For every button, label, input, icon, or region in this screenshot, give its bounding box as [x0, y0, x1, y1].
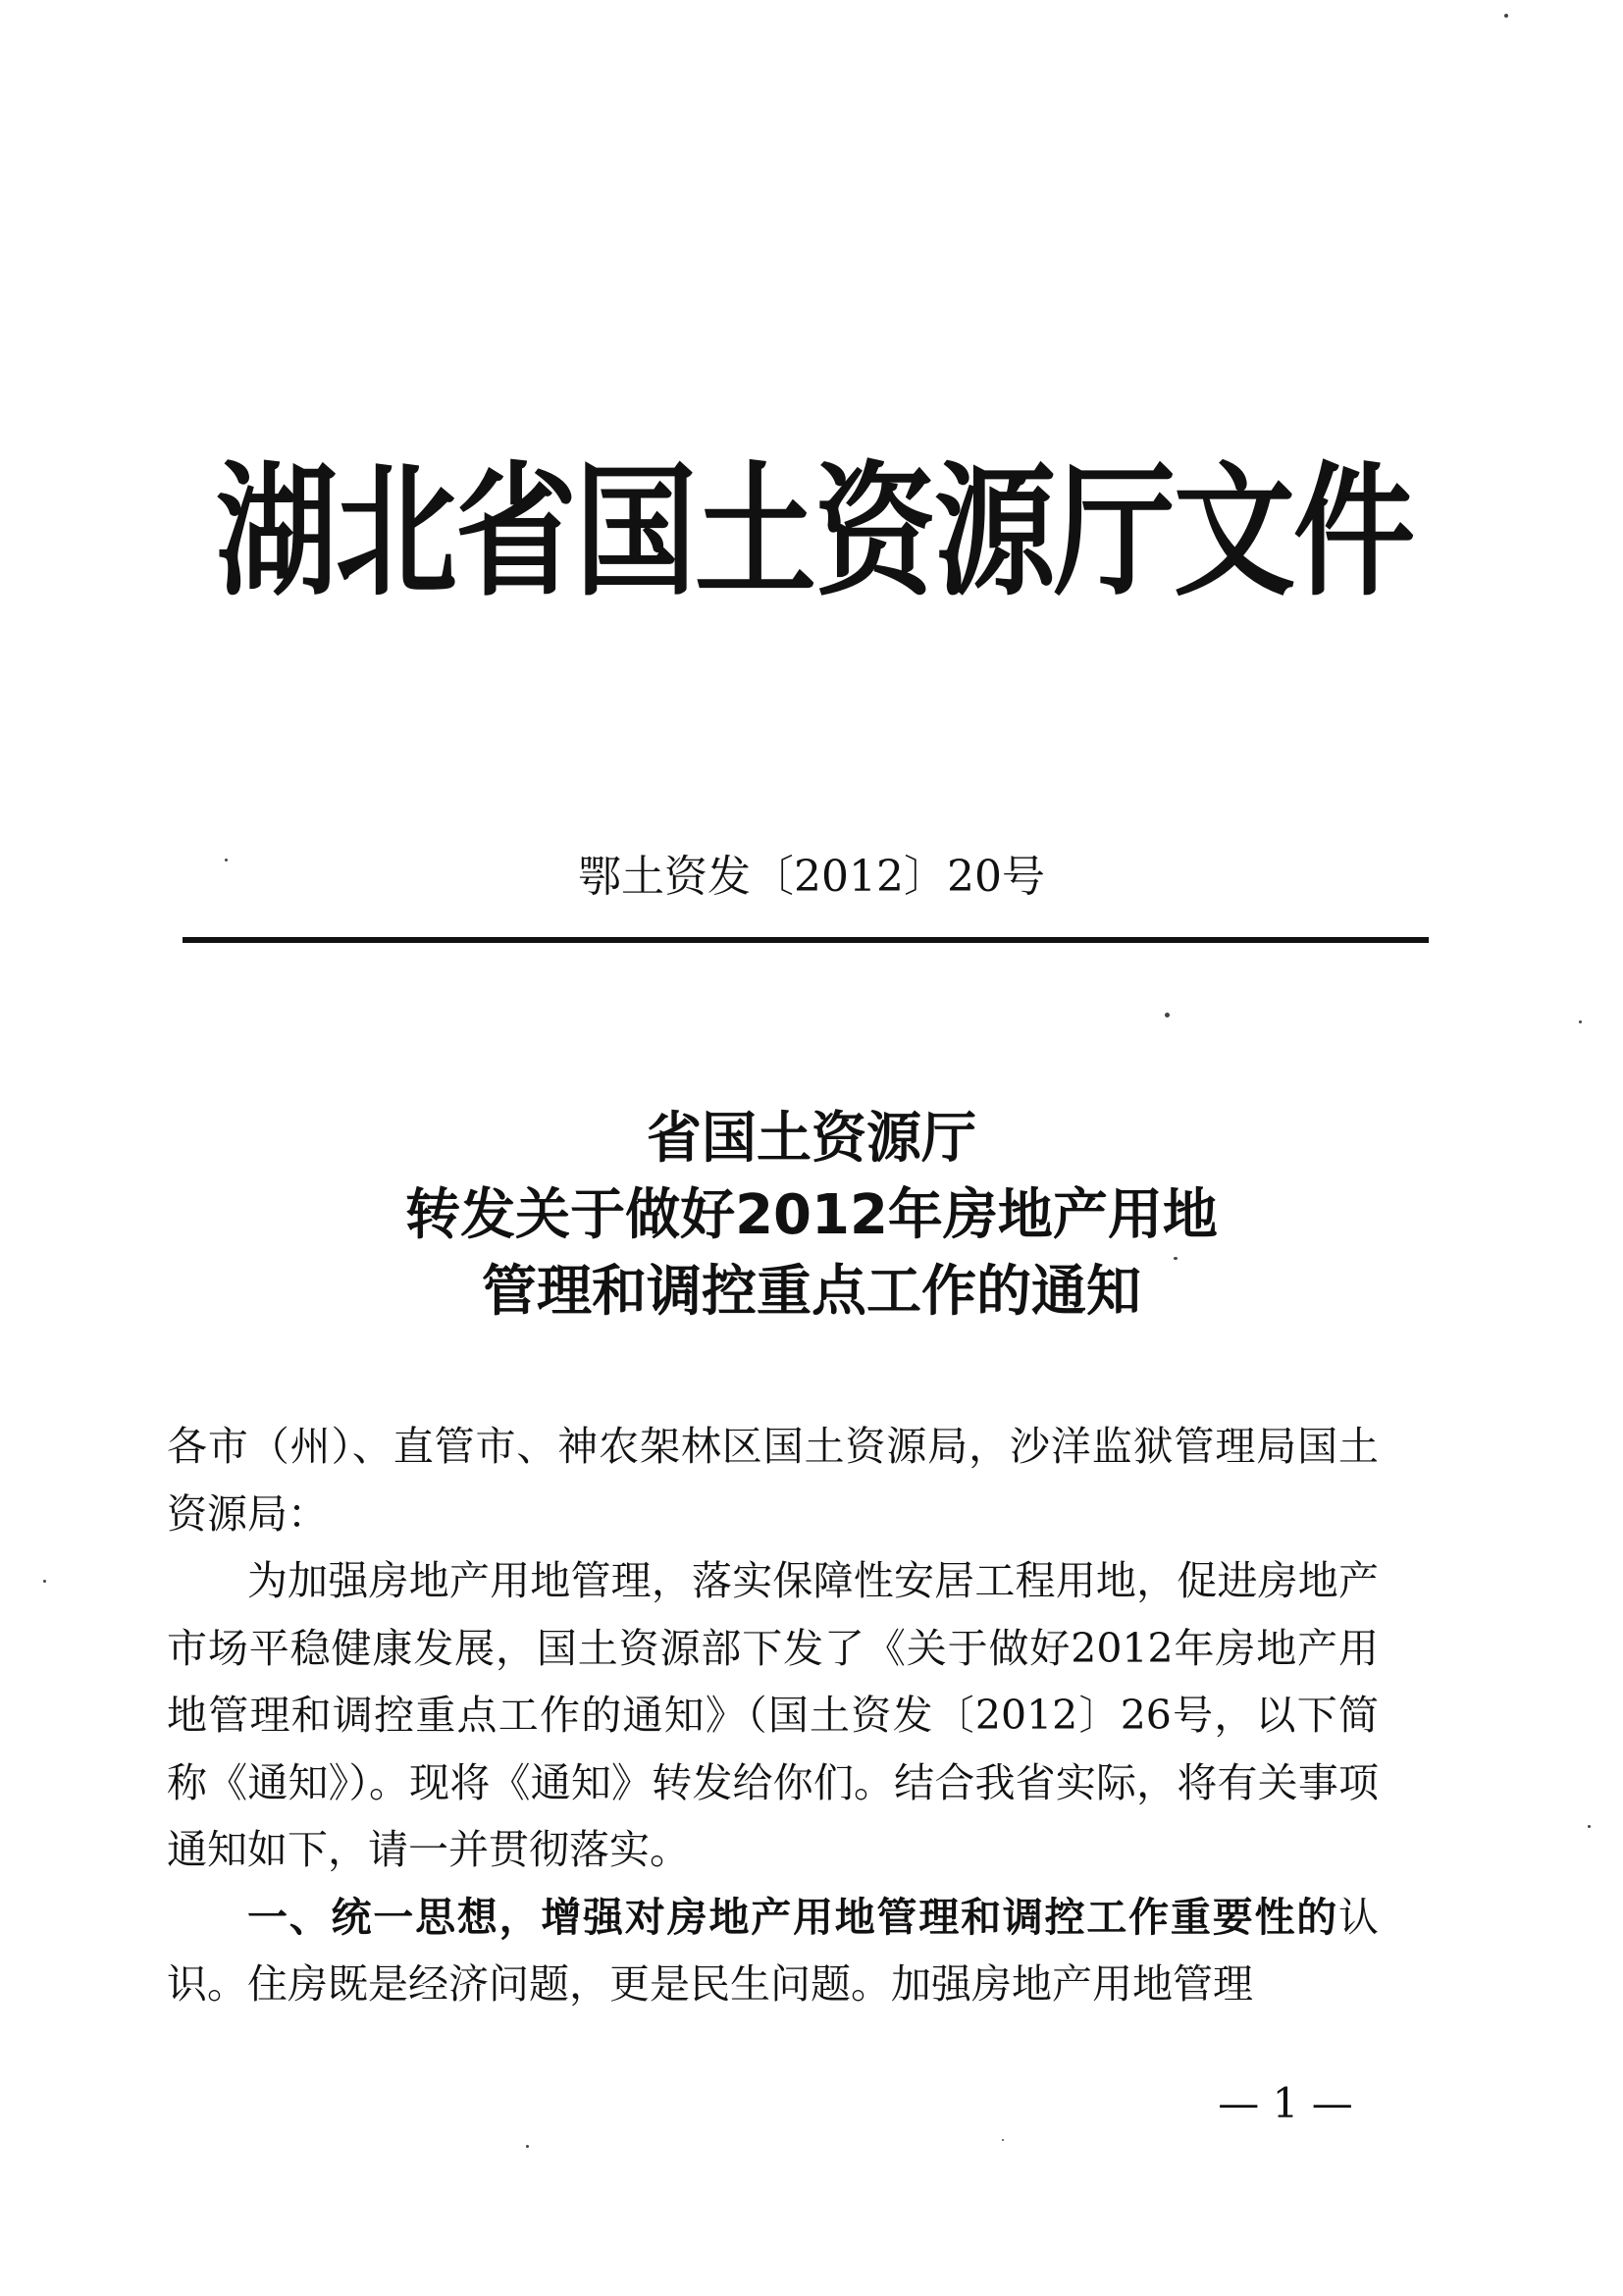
- section-1-heading: 一、统一思想，增强对房地产用地管理和调控工作重要性的: [247, 1893, 1338, 1941]
- document-number: 鄂土资发〔2012〕20号: [578, 852, 1045, 902]
- notice-title-line-3: 管理和调控重点工作的通知: [482, 1260, 1141, 1324]
- scan-speck: [43, 1580, 46, 1583]
- page-number: — 1 —: [1218, 2079, 1353, 2127]
- header-divider-rule: [183, 937, 1429, 943]
- scan-speck: [526, 2145, 529, 2148]
- scan-speck: [1504, 14, 1508, 18]
- body-paragraph: 为加强房地产用地管理，落实保障性安居工程用地，促进房地产市场平稳健康发展，国土资源部下发了《关于做好2012年房地产用地管理和调控重点工作的通知》（国土资发〔2012〕26号，以下简称《通知》）。现将《通知》转发给你们。结合我省实际，将有关事项通知如下，请一并贯彻落实。: [167, 1557, 1379, 1873]
- notice-title: [196, 1101, 1427, 1331]
- scan-speck: [1579, 1020, 1582, 1023]
- scan-speck: [1588, 1825, 1591, 1828]
- salutation: 各市（州）、直管市、神农架林区国土资源局，沙洋监狱管理局国土资源局：: [167, 1423, 1379, 1538]
- section-1-text: 认识。住房既是经济问题，更是民生问题。加强房地产用地管理: [167, 1893, 1379, 2008]
- scan-speck: [1002, 2139, 1004, 2141]
- document-body: [167, 1413, 1379, 2018]
- section-1-paragraph: [167, 1884, 1379, 2018]
- scan-speck: [1174, 1257, 1178, 1260]
- scan-speck: [1165, 1013, 1170, 1018]
- issuing-authority-title: 湖北省国土资源厅文件: [215, 449, 1413, 617]
- notice-title-line-1: 省国土资源厅: [647, 1107, 976, 1171]
- notice-title-line-2: 转发关于做好2012年房地产用地: [405, 1183, 1218, 1247]
- scan-speck: [225, 859, 228, 861]
